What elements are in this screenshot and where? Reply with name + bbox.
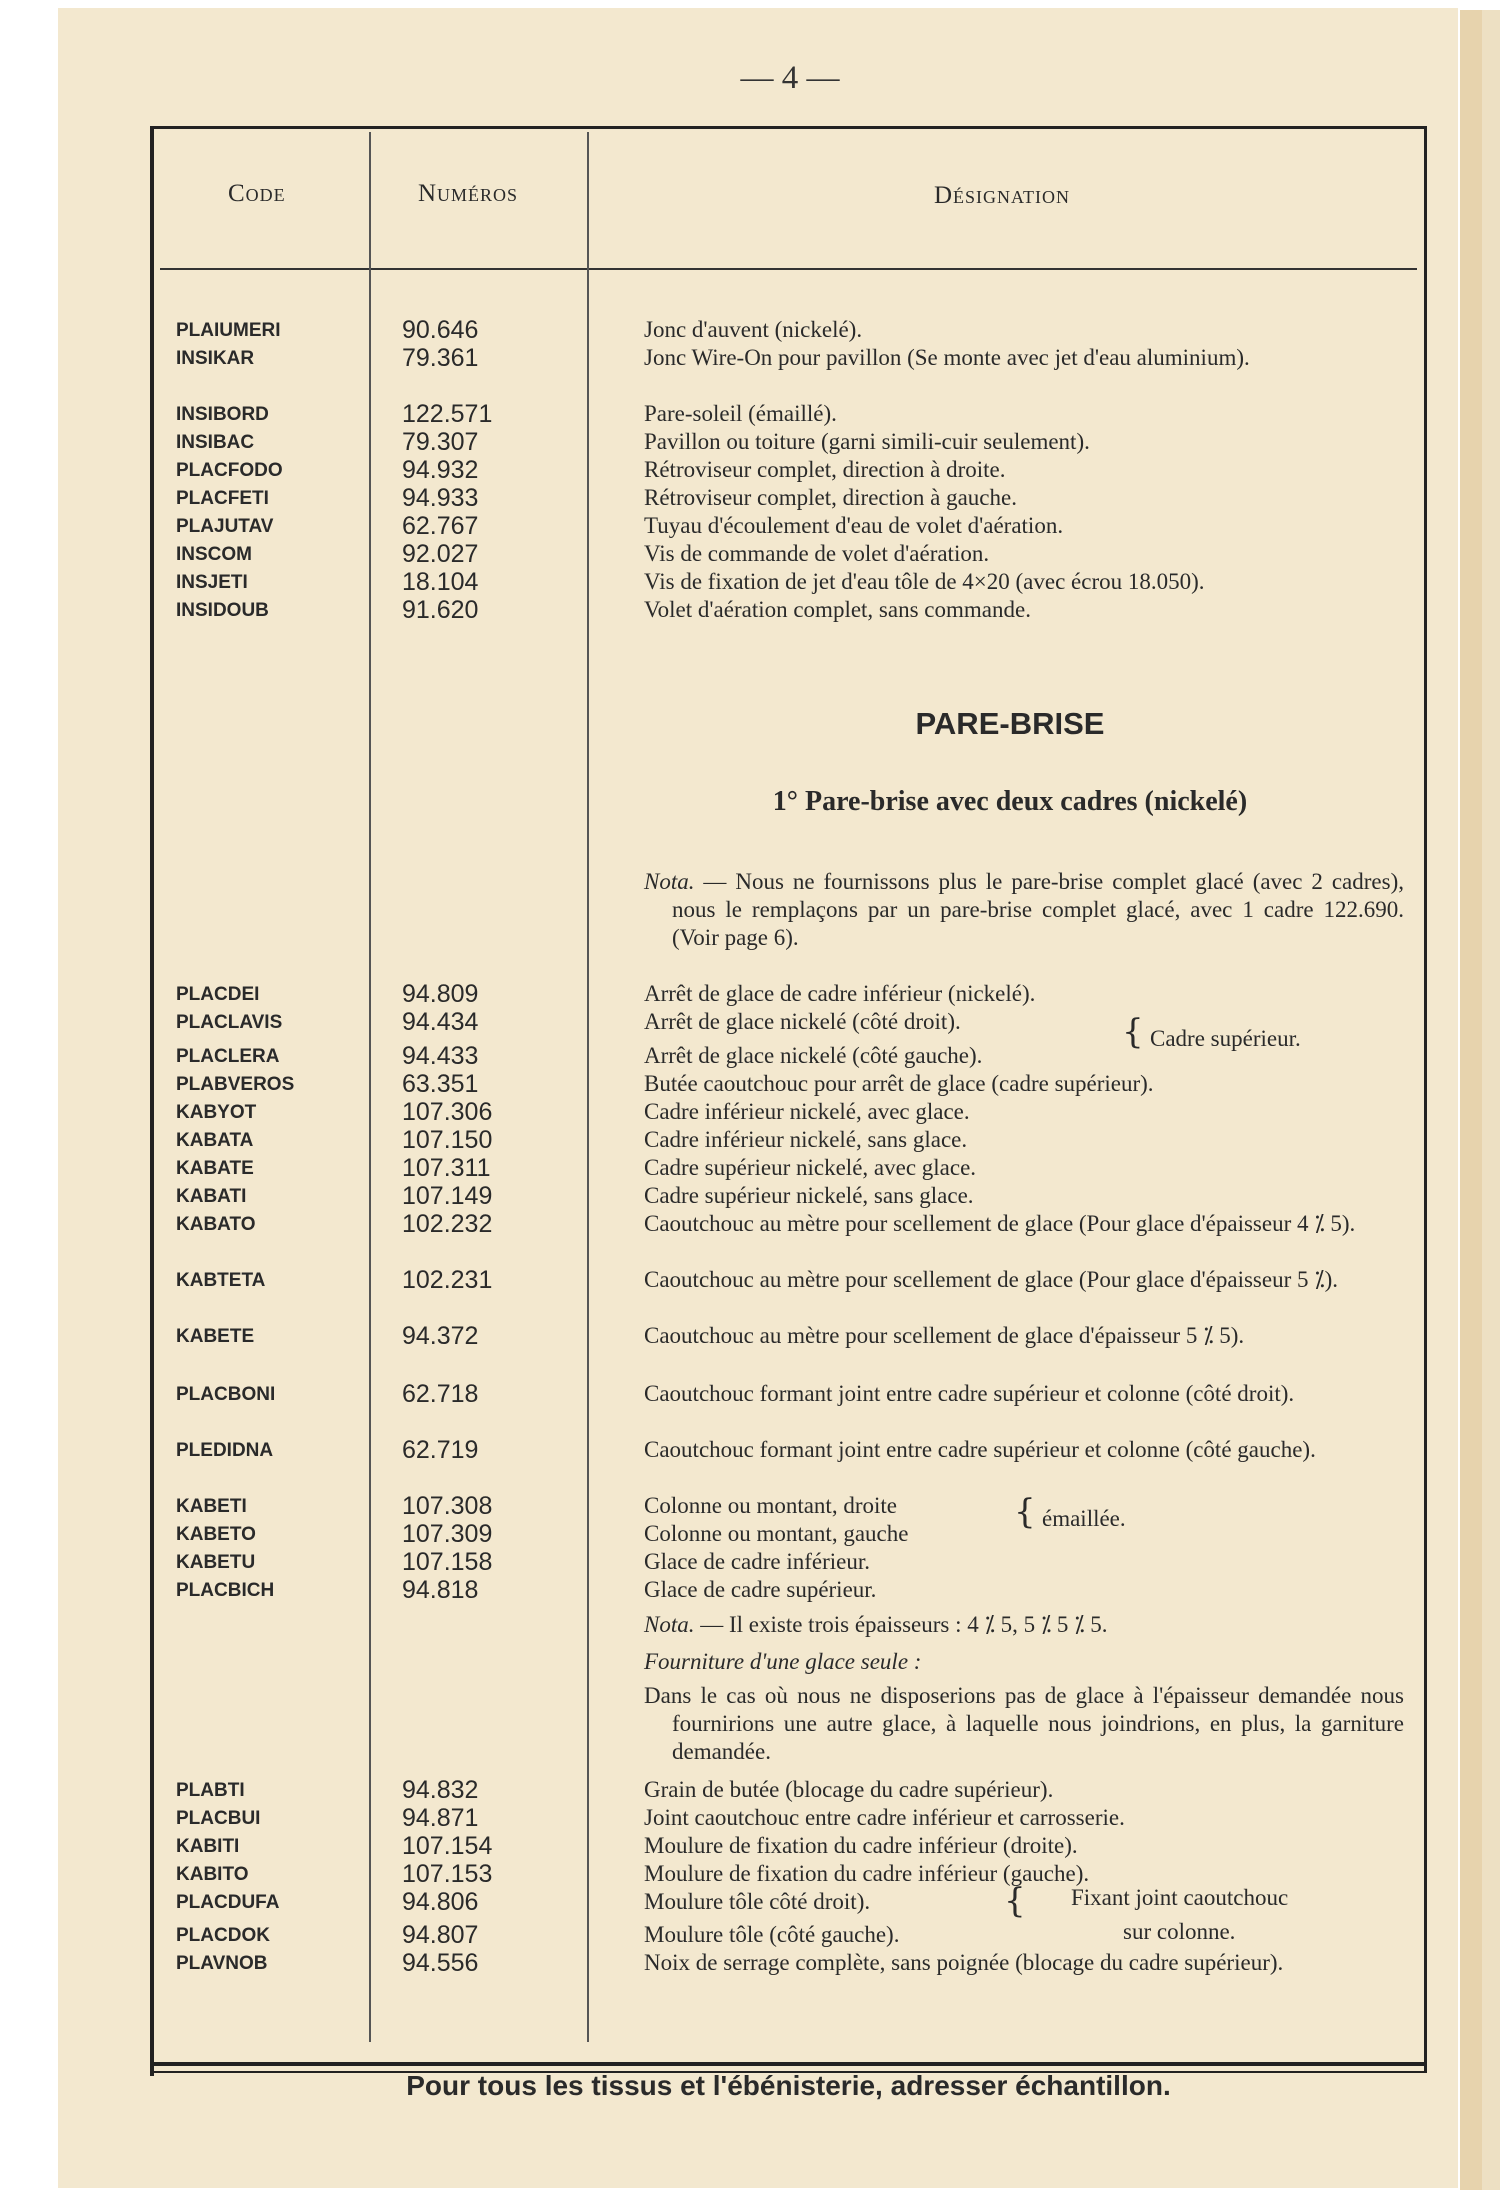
part-code: KABETI — [176, 1496, 247, 1517]
next-page-edge — [1482, 10, 1500, 2190]
part-number: 107.158 — [402, 1548, 493, 1576]
frame-top-rule — [150, 126, 1427, 129]
part-designation: Butée caoutchouc pour arrêt de glace (cadre supérieur). — [644, 1071, 1154, 1096]
part-number: 122.571 — [402, 400, 493, 428]
part-number: 102.232 — [402, 1210, 493, 1238]
part-designation: Jonc Wire-On pour pavillon (Se monte avec jet d'eau aluminium). — [644, 345, 1250, 370]
part-code: PLACFETI — [176, 488, 269, 509]
brace-cadre: { — [1122, 1012, 1144, 1052]
brace-moulure: { — [1004, 1881, 1026, 1921]
part-designation: Moulure tôle côté droit). — [644, 1889, 871, 1914]
part-code: PLAIUMERI — [176, 320, 281, 341]
part-designation: Colonne ou montant, droite — [644, 1493, 897, 1518]
footer-note: Pour tous les tissus et l'ébénisterie, adresser échantillon. — [406, 2070, 1171, 2101]
part-designation: Vis de fixation de jet d'eau tôle de 4×20 (avec écrou 18.050). — [644, 569, 1205, 594]
part-number: 94.871 — [402, 1804, 479, 1832]
part-code: PLACBONI — [176, 1384, 276, 1405]
part-code: KABATO — [176, 1214, 256, 1235]
nota-2-text: — Il existe trois épaisseurs : 4 ⁒ 5, 5 ⁒ 5 ⁒ 5. — [694, 1612, 1108, 1637]
part-code: PLACDOK — [176, 1925, 270, 1946]
part-number: 62.718 — [402, 1380, 479, 1408]
part-designation: Caoutchouc au mètre pour scellement de glace d'épaisseur 5 ⁒ 5). — [644, 1323, 1245, 1348]
part-code: KABETU — [176, 1552, 256, 1573]
part-designation: Joint caoutchouc entre cadre inférieur et carrosserie. — [644, 1805, 1125, 1830]
part-code: INSIDOUB — [176, 600, 269, 621]
part-code: PLAJUTAV — [176, 516, 274, 537]
part-designation: Arrêt de glace de cadre inférieur (nickelé). — [644, 981, 1036, 1006]
part-number: 107.150 — [402, 1126, 493, 1154]
part-designation: Vis de commande de volet d'aération. — [644, 541, 990, 566]
nota-1-text: — Nous ne fournissons plus le pare-brise complet glacé (avec 2 cadres), nous le remplaçons par un pare-brise complet glacé, avec 1 cadre 122.690. (Voir page 6). — [672, 869, 1404, 950]
header-numeros: Numéros — [418, 180, 519, 207]
part-code: INSIKAR — [176, 348, 255, 369]
part-number: 94.832 — [402, 1776, 479, 1804]
part-designation: Volet d'aération complet, sans commande. — [644, 597, 1031, 622]
part-designation: Arrêt de glace nickelé (côté gauche). — [644, 1043, 983, 1068]
part-code: PLACFODO — [176, 460, 283, 481]
part-code: PLEDIDNA — [176, 1440, 274, 1461]
part-code: KABATA — [176, 1130, 254, 1151]
part-number: 18.104 — [402, 568, 479, 596]
frame-left-rule — [150, 126, 154, 2076]
part-number: 62.767 — [402, 512, 479, 540]
part-code: KABITO — [176, 1864, 249, 1885]
part-code: PLACBUI — [176, 1808, 261, 1829]
part-number: 107.306 — [402, 1098, 493, 1126]
part-code: PLABTI — [176, 1780, 245, 1801]
part-designation: Cadre inférieur nickelé, avec glace. — [644, 1099, 970, 1124]
part-designation: Caoutchouc formant joint entre cadre supérieur et colonne (côté gauche). — [644, 1437, 1316, 1462]
part-code: PLACLAVIS — [176, 1012, 283, 1033]
part-code: PLAVNOB — [176, 1953, 268, 1974]
nota-1-label: Nota. — [644, 869, 695, 894]
part-designation: Grain de butée (blocage du cadre supérieur). — [644, 1777, 1054, 1802]
column-separator-2 — [587, 132, 589, 2042]
part-number: 94.933 — [402, 484, 479, 512]
part-number: 94.434 — [402, 1008, 479, 1036]
part-designation: Moulure tôle (côté gauche). — [644, 1922, 900, 1947]
part-designation: Moulure de fixation du cadre inférieur (gauche). — [644, 1861, 1090, 1886]
part-code: KABETE — [176, 1326, 255, 1347]
part-code: KABETO — [176, 1524, 256, 1545]
part-number: 107.308 — [402, 1492, 493, 1520]
section-title: PARE-BRISE — [915, 706, 1105, 741]
part-number: 107.309 — [402, 1520, 493, 1548]
part-number: 107.153 — [402, 1860, 493, 1888]
part-number: 90.646 — [402, 316, 479, 344]
part-number: 107.149 — [402, 1182, 493, 1210]
frame-bottom-rule — [150, 2062, 1427, 2066]
part-code: KABTETA — [176, 1270, 266, 1291]
part-designation: Caoutchouc au mètre pour scellement de glace (Pour glace d'épaisseur 4 ⁒ 5). — [644, 1211, 1356, 1236]
part-number: 94.556 — [402, 1949, 479, 1977]
part-number: 62.719 — [402, 1436, 479, 1464]
part-code: PLABVEROS — [176, 1074, 295, 1095]
part-designation: Colonne ou montant, gauche — [644, 1521, 909, 1546]
part-designation: Glace de cadre inférieur. — [644, 1549, 871, 1574]
part-designation: Cadre inférieur nickelé, sans glace. — [644, 1127, 968, 1152]
fourniture-text: Dans le cas où nous ne disposerions pas de glace à l'épaisseur demandée nous fournirions une autre glace, à laquelle nous joindrions, en plus, la garniture demandée. — [644, 1683, 1404, 1764]
part-code: INSJETI — [176, 572, 248, 593]
header-rule — [160, 268, 1417, 270]
part-number: 94.809 — [402, 980, 479, 1008]
part-designation: Arrêt de glace nickelé (côté droit). — [644, 1009, 961, 1034]
part-code: PLACBICH — [176, 1580, 275, 1601]
part-designation: Glace de cadre supérieur. — [644, 1577, 877, 1602]
part-number: 79.307 — [402, 428, 479, 456]
part-code: PLACDEI — [176, 984, 260, 1005]
part-designation: Tuyau d'écoulement d'eau de volet d'aération. — [644, 513, 1064, 538]
part-number: 94.932 — [402, 456, 479, 484]
page-number: — 4 — — [740, 60, 840, 96]
part-number: 94.372 — [402, 1322, 479, 1350]
brace-fixant-line2: sur colonne. — [1123, 1919, 1236, 1944]
part-number: 91.620 — [402, 596, 479, 624]
part-designation: Pavillon ou toiture (garni simili-cuir seulement). — [644, 429, 1090, 454]
nota-2-label: Nota. — [644, 1612, 695, 1637]
part-number: 94.806 — [402, 1888, 479, 1916]
part-designation: Jonc d'auvent (nickelé). — [644, 317, 863, 342]
part-code: PLACLERA — [176, 1046, 280, 1067]
part-number: 94.807 — [402, 1921, 479, 1949]
part-designation: Pare-soleil (émaillé). — [644, 401, 837, 426]
part-number: 102.231 — [402, 1266, 493, 1294]
brace-cadre-label: Cadre supérieur. — [1150, 1026, 1301, 1051]
part-designation: Cadre supérieur nickelé, sans glace. — [644, 1183, 974, 1208]
part-code: KABYOT — [176, 1102, 257, 1123]
part-designation: Moulure de fixation du cadre inférieur (droite). — [644, 1833, 1078, 1858]
fourniture-label: Fourniture d'une glace seule : — [644, 1649, 922, 1674]
part-code: INSCOM — [176, 544, 252, 565]
part-code: KABITI — [176, 1836, 240, 1857]
part-number: 94.433 — [402, 1042, 479, 1070]
part-number: 92.027 — [402, 540, 479, 568]
part-designation: Caoutchouc au mètre pour scellement de glace (Pour glace d'épaisseur 5 ⁒). — [644, 1267, 1338, 1292]
part-designation: Rétroviseur complet, direction à droite. — [644, 457, 1006, 482]
part-designation: Caoutchouc formant joint entre cadre supérieur et colonne (côté droit). — [644, 1381, 1295, 1406]
nota-2 — [644, 1611, 1404, 1639]
frame-right-rule — [1424, 128, 1427, 2073]
header-designation: Désignation — [934, 182, 1071, 209]
book-spine — [1460, 10, 1482, 2190]
part-code: INSIBORD — [176, 404, 269, 425]
nota-1 — [644, 868, 1404, 952]
brace-emaillee-label: émaillée. — [1042, 1506, 1126, 1531]
brace-fixant-line1: Fixant joint caoutchouc — [1071, 1885, 1289, 1910]
brace-colonne: { — [1014, 1492, 1036, 1532]
part-designation: Rétroviseur complet, direction à gauche. — [644, 485, 1017, 510]
part-designation: Noix de serrage complète, sans poignée (blocage du cadre supérieur). — [644, 1950, 1284, 1975]
part-code: PLACDUFA — [176, 1892, 280, 1913]
part-code: KABATE — [176, 1158, 254, 1179]
part-number: 79.361 — [402, 344, 479, 372]
header-code: Code — [228, 180, 286, 207]
subsection-title: 1° Pare-brise avec deux cadres (nickelé) — [772, 786, 1248, 817]
part-designation: Cadre supérieur nickelé, avec glace. — [644, 1155, 977, 1180]
part-code: INSIBAC — [176, 432, 255, 453]
part-number: 107.311 — [402, 1154, 491, 1182]
part-number: 94.818 — [402, 1576, 479, 1604]
part-number: 107.154 — [402, 1832, 493, 1860]
part-number: 63.351 — [402, 1070, 479, 1098]
column-separator-1 — [369, 132, 371, 2042]
part-code: KABATI — [176, 1186, 247, 1207]
